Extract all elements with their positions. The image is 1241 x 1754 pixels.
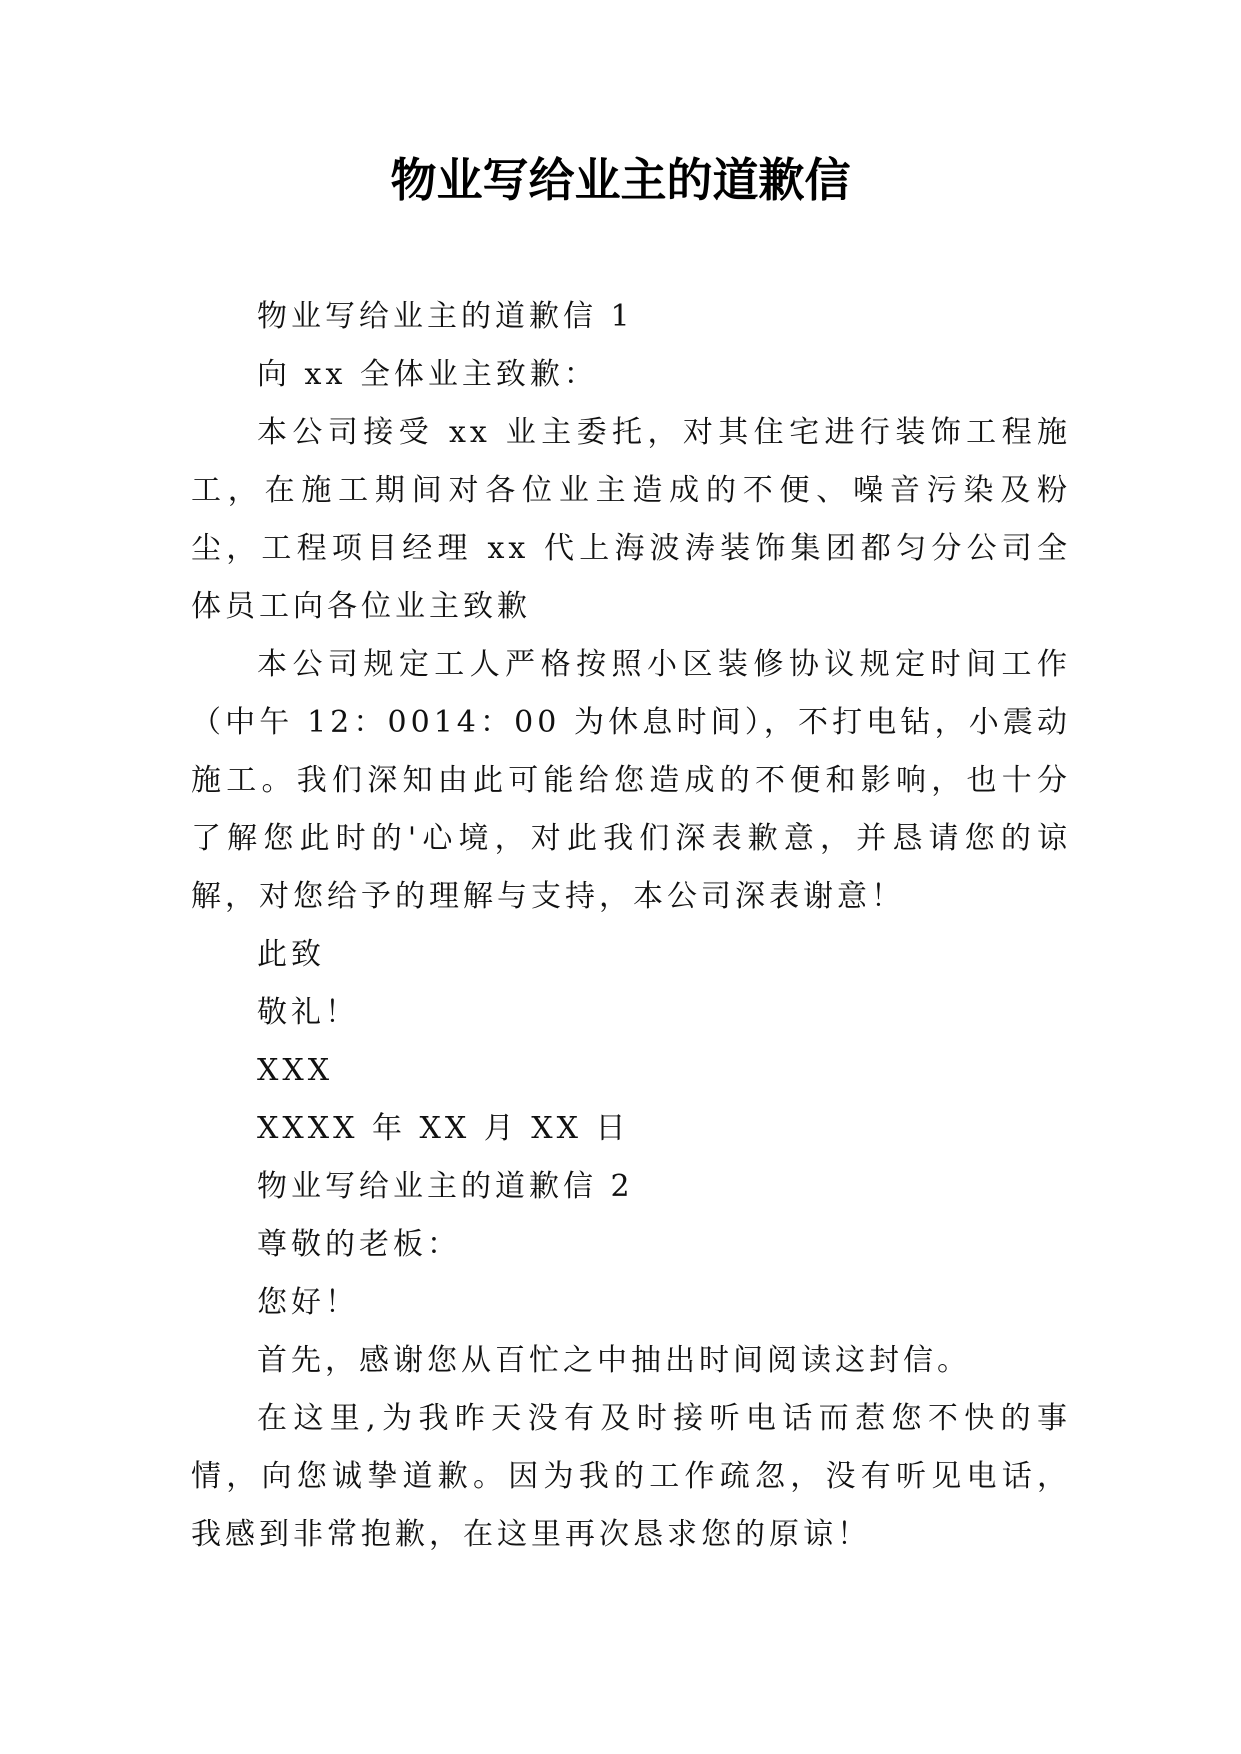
paragraph-salutation-1: 向 xx 全体业主致歉： (257, 357, 598, 392)
paragraph-closing-cizhi: 此致 (257, 937, 325, 972)
paragraph-salutation-2: 尊敬的老板： (257, 1227, 461, 1262)
paragraph-signature: XXX (257, 1053, 334, 1088)
paragraph-letter1-heading: 物业写给业主的道歉信 1 (257, 299, 634, 334)
paragraph-date: XXXX 年 XX 月 XX 日 (257, 1111, 630, 1146)
paragraph-letter2-heading: 物业写给业主的道歉信 2 (257, 1169, 634, 1204)
paragraph-apology-2: 在这里,为我昨天没有及时接听电话而惹您不快的事情，向您诚挚道歉。因为我的工作疏忽，没有听见电话，我感到非常抱歉，在这里再次恳求您的原谅！ (191, 1401, 1071, 1552)
paragraph-closing-jingli: 敬礼！ (257, 995, 359, 1030)
document-title: 物业写给业主的道歉信 (390, 153, 851, 207)
paragraph-thanks: 首先，感谢您从百忙之中抽出时间阅读这封信。 (257, 1343, 971, 1378)
document-body (191, 288, 1071, 1564)
paragraph-apology-body: 本公司接受 xx 业主委托，对其住宅进行装饰工程施工，在施工期间对各位业主造成的不便、噪音污染及粉尘，工程项目经理 xx 代上海波涛装饰集团都匀分公司全体员工向各位业主致歉 (191, 415, 1071, 624)
paragraph-greeting: 您好！ (257, 1285, 359, 1320)
paragraph-work-rules: 本公司规定工人严格按照小区装修协议规定时间工作（中午 12：0014：00 为休息时间），不打电钻，小震动施工。我们深知由此可能给您造成的不便和影响，也十分了解您此时的'心境，对此我们深表歉意，并恳请您的谅解，对您给予的理解与支持，本公司深表谢意！ (191, 647, 1071, 914)
